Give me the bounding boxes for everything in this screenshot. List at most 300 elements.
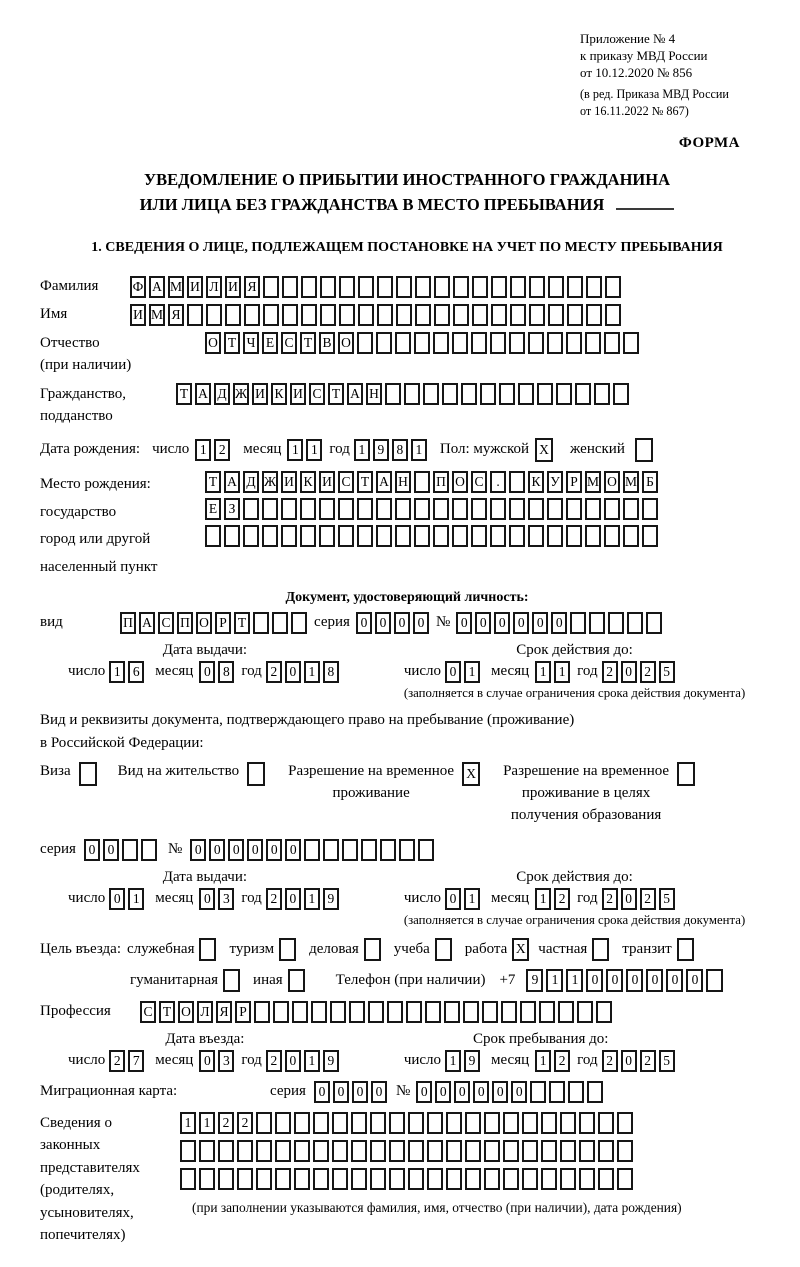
form-cell[interactable]	[548, 304, 564, 326]
form-cell[interactable]	[463, 1001, 479, 1023]
form-cell[interactable]: 0	[445, 661, 461, 683]
form-cell[interactable]: А	[139, 612, 155, 634]
form-cell[interactable]: 0	[199, 888, 215, 910]
form-cell[interactable]: 0	[285, 661, 301, 683]
form-cell[interactable]	[323, 839, 339, 861]
form-cell[interactable]	[490, 332, 506, 354]
form-cell[interactable]	[275, 1112, 291, 1134]
form-cell[interactable]	[677, 762, 695, 786]
form-cell[interactable]	[585, 332, 601, 354]
form-cell[interactable]: 0	[285, 1050, 301, 1072]
form-cell[interactable]	[613, 383, 629, 405]
form-cell[interactable]	[301, 276, 317, 298]
form-cell[interactable]	[425, 1001, 441, 1023]
form-cell[interactable]: 0	[666, 969, 683, 992]
form-cell[interactable]: У	[547, 471, 563, 493]
form-cell[interactable]	[484, 1112, 500, 1134]
form-cell[interactable]	[537, 383, 553, 405]
form-cell[interactable]	[244, 304, 260, 326]
form-cell[interactable]: И	[130, 304, 146, 326]
form-cell[interactable]: П	[433, 471, 449, 493]
form-cell[interactable]	[617, 1112, 633, 1134]
form-cell[interactable]	[604, 498, 620, 520]
form-cell[interactable]	[332, 1140, 348, 1162]
form-cell[interactable]	[446, 1112, 462, 1134]
form-cell[interactable]	[472, 276, 488, 298]
form-cell[interactable]: 0	[109, 888, 125, 910]
form-cell[interactable]: X	[535, 438, 553, 462]
form-cell[interactable]	[522, 1140, 538, 1162]
form-cell[interactable]	[522, 1168, 538, 1190]
form-cell[interactable]: Т	[328, 383, 344, 405]
form-cell[interactable]: О	[604, 471, 620, 493]
form-cell[interactable]	[243, 498, 259, 520]
form-cell[interactable]	[579, 1112, 595, 1134]
form-cell[interactable]	[568, 1081, 584, 1103]
form-cell[interactable]: 0	[621, 661, 637, 683]
form-cell[interactable]: 0	[190, 839, 206, 861]
form-cell[interactable]: Е	[262, 332, 278, 354]
form-cell[interactable]	[218, 1168, 234, 1190]
form-cell[interactable]	[414, 471, 430, 493]
form-cell[interactable]: А	[149, 276, 165, 298]
form-cell[interactable]: 0	[456, 612, 472, 634]
form-cell[interactable]: X	[512, 938, 529, 961]
form-cell[interactable]	[180, 1168, 196, 1190]
form-cell[interactable]	[389, 1112, 405, 1134]
form-cell[interactable]	[510, 276, 526, 298]
form-cell[interactable]	[237, 1168, 253, 1190]
form-cell[interactable]	[206, 304, 222, 326]
form-cell[interactable]	[256, 1112, 272, 1134]
form-cell[interactable]	[461, 383, 477, 405]
form-cell[interactable]: 1	[306, 439, 322, 461]
form-cell[interactable]	[560, 1140, 576, 1162]
form-cell[interactable]	[395, 498, 411, 520]
form-cell[interactable]: 0	[621, 888, 637, 910]
form-cell[interactable]	[566, 525, 582, 547]
form-cell[interactable]: 1	[546, 969, 563, 992]
form-cell[interactable]: С	[471, 471, 487, 493]
form-cell[interactable]	[442, 383, 458, 405]
form-cell[interactable]	[282, 276, 298, 298]
form-cell[interactable]	[414, 525, 430, 547]
form-cell[interactable]	[253, 612, 269, 634]
form-cell[interactable]: 5	[659, 661, 675, 683]
form-cell[interactable]	[292, 1001, 308, 1023]
form-cell[interactable]	[361, 839, 377, 861]
form-cell[interactable]: Р	[566, 471, 582, 493]
form-cell[interactable]	[579, 1140, 595, 1162]
form-cell[interactable]: И	[225, 276, 241, 298]
form-cell[interactable]	[408, 1112, 424, 1134]
form-cell[interactable]	[408, 1140, 424, 1162]
form-cell[interactable]	[387, 1001, 403, 1023]
form-cell[interactable]	[509, 525, 525, 547]
form-cell[interactable]: Т	[234, 612, 250, 634]
form-cell[interactable]: 1	[304, 1050, 320, 1072]
form-cell[interactable]	[399, 839, 415, 861]
form-cell[interactable]: 0	[513, 612, 529, 634]
form-cell[interactable]	[332, 1168, 348, 1190]
form-cell[interactable]: Р	[215, 612, 231, 634]
form-cell[interactable]	[444, 1001, 460, 1023]
form-cell[interactable]	[589, 612, 605, 634]
form-cell[interactable]	[199, 1168, 215, 1190]
form-cell[interactable]	[446, 1168, 462, 1190]
form-cell[interactable]	[471, 332, 487, 354]
form-cell[interactable]: Е	[205, 498, 221, 520]
form-cell[interactable]: 2	[554, 1050, 570, 1072]
form-cell[interactable]	[446, 1140, 462, 1162]
form-cell[interactable]	[418, 839, 434, 861]
form-cell[interactable]: 2	[640, 661, 656, 683]
form-cell[interactable]	[141, 839, 157, 861]
form-cell[interactable]	[579, 1168, 595, 1190]
form-cell[interactable]	[263, 304, 279, 326]
form-cell[interactable]	[453, 276, 469, 298]
form-cell[interactable]	[548, 276, 564, 298]
form-cell[interactable]	[566, 332, 582, 354]
form-cell[interactable]: И	[187, 276, 203, 298]
form-cell[interactable]	[415, 276, 431, 298]
form-cell[interactable]	[646, 612, 662, 634]
form-cell[interactable]	[570, 612, 586, 634]
form-cell[interactable]	[332, 1112, 348, 1134]
form-cell[interactable]: 0	[473, 1081, 489, 1103]
form-cell[interactable]	[541, 1168, 557, 1190]
form-cell[interactable]	[575, 383, 591, 405]
form-cell[interactable]	[490, 525, 506, 547]
form-cell[interactable]: Т	[357, 471, 373, 493]
form-cell[interactable]	[617, 1140, 633, 1162]
form-cell[interactable]: 0	[646, 969, 663, 992]
form-cell[interactable]	[218, 1140, 234, 1162]
form-cell[interactable]: И	[319, 471, 335, 493]
form-cell[interactable]: 0	[445, 888, 461, 910]
form-cell[interactable]: О	[196, 612, 212, 634]
form-cell[interactable]	[223, 969, 240, 992]
form-cell[interactable]: 0	[209, 839, 225, 861]
form-cell[interactable]	[528, 525, 544, 547]
form-cell[interactable]	[433, 525, 449, 547]
form-cell[interactable]: 0	[199, 661, 215, 683]
form-cell[interactable]	[351, 1168, 367, 1190]
form-cell[interactable]: 1	[128, 888, 144, 910]
form-cell[interactable]	[281, 525, 297, 547]
form-cell[interactable]: А	[376, 471, 392, 493]
form-cell[interactable]: Ф	[130, 276, 146, 298]
form-cell[interactable]	[294, 1140, 310, 1162]
form-cell[interactable]: А	[224, 471, 240, 493]
form-cell[interactable]	[237, 1140, 253, 1162]
form-cell[interactable]	[254, 1001, 270, 1023]
form-cell[interactable]: Ч	[243, 332, 259, 354]
form-cell[interactable]	[529, 304, 545, 326]
form-cell[interactable]	[243, 525, 259, 547]
form-cell[interactable]: 2	[214, 439, 230, 461]
form-cell[interactable]	[281, 498, 297, 520]
form-cell[interactable]: Т	[224, 332, 240, 354]
form-cell[interactable]: 1	[109, 661, 125, 683]
form-cell[interactable]	[642, 498, 658, 520]
form-cell[interactable]	[427, 1112, 443, 1134]
form-cell[interactable]	[396, 304, 412, 326]
form-cell[interactable]: Б	[642, 471, 658, 493]
form-cell[interactable]: 0	[84, 839, 100, 861]
form-cell[interactable]	[262, 525, 278, 547]
form-cell[interactable]	[491, 304, 507, 326]
form-cell[interactable]: 2	[602, 888, 618, 910]
form-cell[interactable]: Т	[300, 332, 316, 354]
form-cell[interactable]	[122, 839, 138, 861]
form-cell[interactable]	[509, 498, 525, 520]
form-cell[interactable]: 0	[314, 1081, 330, 1103]
form-cell[interactable]	[342, 839, 358, 861]
form-cell[interactable]: 5	[659, 888, 675, 910]
form-cell[interactable]	[604, 332, 620, 354]
form-cell[interactable]: И	[290, 383, 306, 405]
form-cell[interactable]: Д	[214, 383, 230, 405]
form-cell[interactable]: О	[205, 332, 221, 354]
form-cell[interactable]	[567, 304, 583, 326]
form-cell[interactable]	[377, 304, 393, 326]
form-cell[interactable]: 1	[445, 1050, 461, 1072]
form-cell[interactable]	[598, 1112, 614, 1134]
form-cell[interactable]	[539, 1001, 555, 1023]
form-cell[interactable]	[263, 276, 279, 298]
form-cell[interactable]: Я	[168, 304, 184, 326]
form-cell[interactable]	[396, 276, 412, 298]
form-cell[interactable]: Т	[205, 471, 221, 493]
form-cell[interactable]	[465, 1140, 481, 1162]
form-cell[interactable]	[509, 332, 525, 354]
form-cell[interactable]	[313, 1168, 329, 1190]
form-cell[interactable]: 0	[626, 969, 643, 992]
form-cell[interactable]	[247, 762, 265, 786]
form-cell[interactable]: 3	[218, 888, 234, 910]
form-cell[interactable]: 1	[566, 969, 583, 992]
form-cell[interactable]: Ж	[233, 383, 249, 405]
form-cell[interactable]: 2	[602, 1050, 618, 1072]
form-cell[interactable]	[558, 1001, 574, 1023]
form-cell[interactable]	[395, 525, 411, 547]
form-cell[interactable]	[414, 332, 430, 354]
form-cell[interactable]	[338, 498, 354, 520]
form-cell[interactable]	[351, 1140, 367, 1162]
form-cell[interactable]	[368, 1001, 384, 1023]
form-cell[interactable]: И	[252, 383, 268, 405]
form-cell[interactable]	[465, 1112, 481, 1134]
form-cell[interactable]	[499, 383, 515, 405]
form-cell[interactable]	[520, 1001, 536, 1023]
form-cell[interactable]: 0	[371, 1081, 387, 1103]
form-cell[interactable]	[482, 1001, 498, 1023]
form-cell[interactable]: А	[195, 383, 211, 405]
form-cell[interactable]	[528, 332, 544, 354]
form-cell[interactable]: З	[224, 498, 240, 520]
form-cell[interactable]	[490, 498, 506, 520]
form-cell[interactable]	[541, 1112, 557, 1134]
form-cell[interactable]	[510, 304, 526, 326]
form-cell[interactable]	[291, 612, 307, 634]
form-cell[interactable]	[351, 1112, 367, 1134]
form-cell[interactable]	[427, 1140, 443, 1162]
form-cell[interactable]	[604, 525, 620, 547]
form-cell[interactable]	[406, 1001, 422, 1023]
form-cell[interactable]	[434, 276, 450, 298]
form-cell[interactable]	[376, 525, 392, 547]
form-cell[interactable]	[311, 1001, 327, 1023]
form-cell[interactable]: 0	[228, 839, 244, 861]
form-cell[interactable]: 0	[356, 612, 372, 634]
form-cell[interactable]: 0	[285, 839, 301, 861]
form-cell[interactable]	[205, 525, 221, 547]
form-cell[interactable]: 0	[586, 969, 603, 992]
form-cell[interactable]: 1	[554, 661, 570, 683]
form-cell[interactable]: С	[281, 332, 297, 354]
form-cell[interactable]	[547, 525, 563, 547]
form-cell[interactable]	[642, 525, 658, 547]
form-cell[interactable]	[596, 1001, 612, 1023]
form-cell[interactable]: 0	[285, 888, 301, 910]
form-cell[interactable]	[279, 938, 296, 961]
form-cell[interactable]: Н	[395, 471, 411, 493]
form-cell[interactable]	[282, 304, 298, 326]
form-cell[interactable]	[623, 525, 639, 547]
form-cell[interactable]	[585, 498, 601, 520]
form-cell[interactable]	[423, 383, 439, 405]
form-cell[interactable]: 0	[606, 969, 623, 992]
form-cell[interactable]	[434, 304, 450, 326]
form-cell[interactable]	[560, 1112, 576, 1134]
form-cell[interactable]: Л	[206, 276, 222, 298]
form-cell[interactable]	[377, 276, 393, 298]
form-cell[interactable]	[389, 1140, 405, 1162]
form-cell[interactable]	[627, 612, 643, 634]
form-cell[interactable]	[180, 1140, 196, 1162]
form-cell[interactable]	[415, 304, 431, 326]
form-cell[interactable]: Н	[366, 383, 382, 405]
form-cell[interactable]	[433, 332, 449, 354]
form-cell[interactable]: Д	[243, 471, 259, 493]
form-cell[interactable]	[547, 498, 563, 520]
form-cell[interactable]: 1	[199, 1112, 215, 1134]
form-cell[interactable]: 1	[287, 439, 303, 461]
form-cell[interactable]: П	[120, 612, 136, 634]
form-cell[interactable]	[225, 304, 241, 326]
form-cell[interactable]: 0	[413, 612, 429, 634]
form-cell[interactable]	[288, 969, 305, 992]
form-cell[interactable]: 0	[511, 1081, 527, 1103]
form-cell[interactable]	[586, 304, 602, 326]
form-cell[interactable]	[471, 525, 487, 547]
form-cell[interactable]: 8	[323, 661, 339, 683]
form-cell[interactable]: С	[338, 471, 354, 493]
form-cell[interactable]: 1	[464, 661, 480, 683]
form-cell[interactable]	[586, 276, 602, 298]
form-cell[interactable]: К	[271, 383, 287, 405]
form-cell[interactable]	[501, 1001, 517, 1023]
form-cell[interactable]	[503, 1168, 519, 1190]
form-cell[interactable]: Т	[176, 383, 192, 405]
form-cell[interactable]	[472, 304, 488, 326]
form-cell[interactable]: Я	[244, 276, 260, 298]
form-cell[interactable]	[262, 498, 278, 520]
form-cell[interactable]: 2	[218, 1112, 234, 1134]
form-cell[interactable]: 9	[526, 969, 543, 992]
form-cell[interactable]	[320, 304, 336, 326]
form-cell[interactable]	[585, 525, 601, 547]
form-cell[interactable]	[623, 498, 639, 520]
form-cell[interactable]	[427, 1168, 443, 1190]
form-cell[interactable]: 2	[640, 1050, 656, 1072]
form-cell[interactable]: О	[452, 471, 468, 493]
form-cell[interactable]	[453, 304, 469, 326]
form-cell[interactable]: Ж	[262, 471, 278, 493]
form-cell[interactable]	[547, 332, 563, 354]
form-cell[interactable]	[484, 1168, 500, 1190]
form-cell[interactable]: М	[623, 471, 639, 493]
form-cell[interactable]: В	[319, 332, 335, 354]
form-cell[interactable]	[272, 612, 288, 634]
form-cell[interactable]	[623, 332, 639, 354]
form-cell[interactable]: X	[462, 762, 480, 786]
form-cell[interactable]	[294, 1168, 310, 1190]
form-cell[interactable]	[598, 1168, 614, 1190]
form-cell[interactable]: 0	[333, 1081, 349, 1103]
form-cell[interactable]: Я	[216, 1001, 232, 1023]
form-cell[interactable]	[319, 525, 335, 547]
form-cell[interactable]	[414, 498, 430, 520]
form-cell[interactable]	[528, 498, 544, 520]
form-cell[interactable]: Т	[159, 1001, 175, 1023]
form-cell[interactable]: 0	[492, 1081, 508, 1103]
form-cell[interactable]	[256, 1140, 272, 1162]
form-cell[interactable]	[304, 839, 320, 861]
form-cell[interactable]: 2	[602, 661, 618, 683]
form-cell[interactable]: 9	[464, 1050, 480, 1072]
form-cell[interactable]	[605, 304, 621, 326]
form-cell[interactable]: 1	[535, 1050, 551, 1072]
form-cell[interactable]: 9	[323, 888, 339, 910]
form-cell[interactable]: 8	[392, 439, 408, 461]
form-cell[interactable]	[560, 1168, 576, 1190]
form-cell[interactable]: 1	[180, 1112, 196, 1134]
form-cell[interactable]: 9	[373, 439, 389, 461]
form-cell[interactable]	[408, 1168, 424, 1190]
form-cell[interactable]	[224, 525, 240, 547]
form-cell[interactable]	[320, 276, 336, 298]
form-cell[interactable]	[518, 383, 534, 405]
form-cell[interactable]	[273, 1001, 289, 1023]
form-cell[interactable]	[358, 304, 374, 326]
form-cell[interactable]	[592, 938, 609, 961]
form-cell[interactable]: С	[309, 383, 325, 405]
form-cell[interactable]: 0	[686, 969, 703, 992]
form-cell[interactable]	[370, 1112, 386, 1134]
form-cell[interactable]: 2	[266, 661, 282, 683]
form-cell[interactable]	[435, 938, 452, 961]
form-cell[interactable]: 1	[464, 888, 480, 910]
form-cell[interactable]	[370, 1168, 386, 1190]
form-cell[interactable]	[608, 612, 624, 634]
form-cell[interactable]: О	[338, 332, 354, 354]
form-cell[interactable]	[275, 1140, 291, 1162]
form-cell[interactable]	[357, 332, 373, 354]
form-cell[interactable]	[522, 1112, 538, 1134]
form-cell[interactable]	[395, 332, 411, 354]
